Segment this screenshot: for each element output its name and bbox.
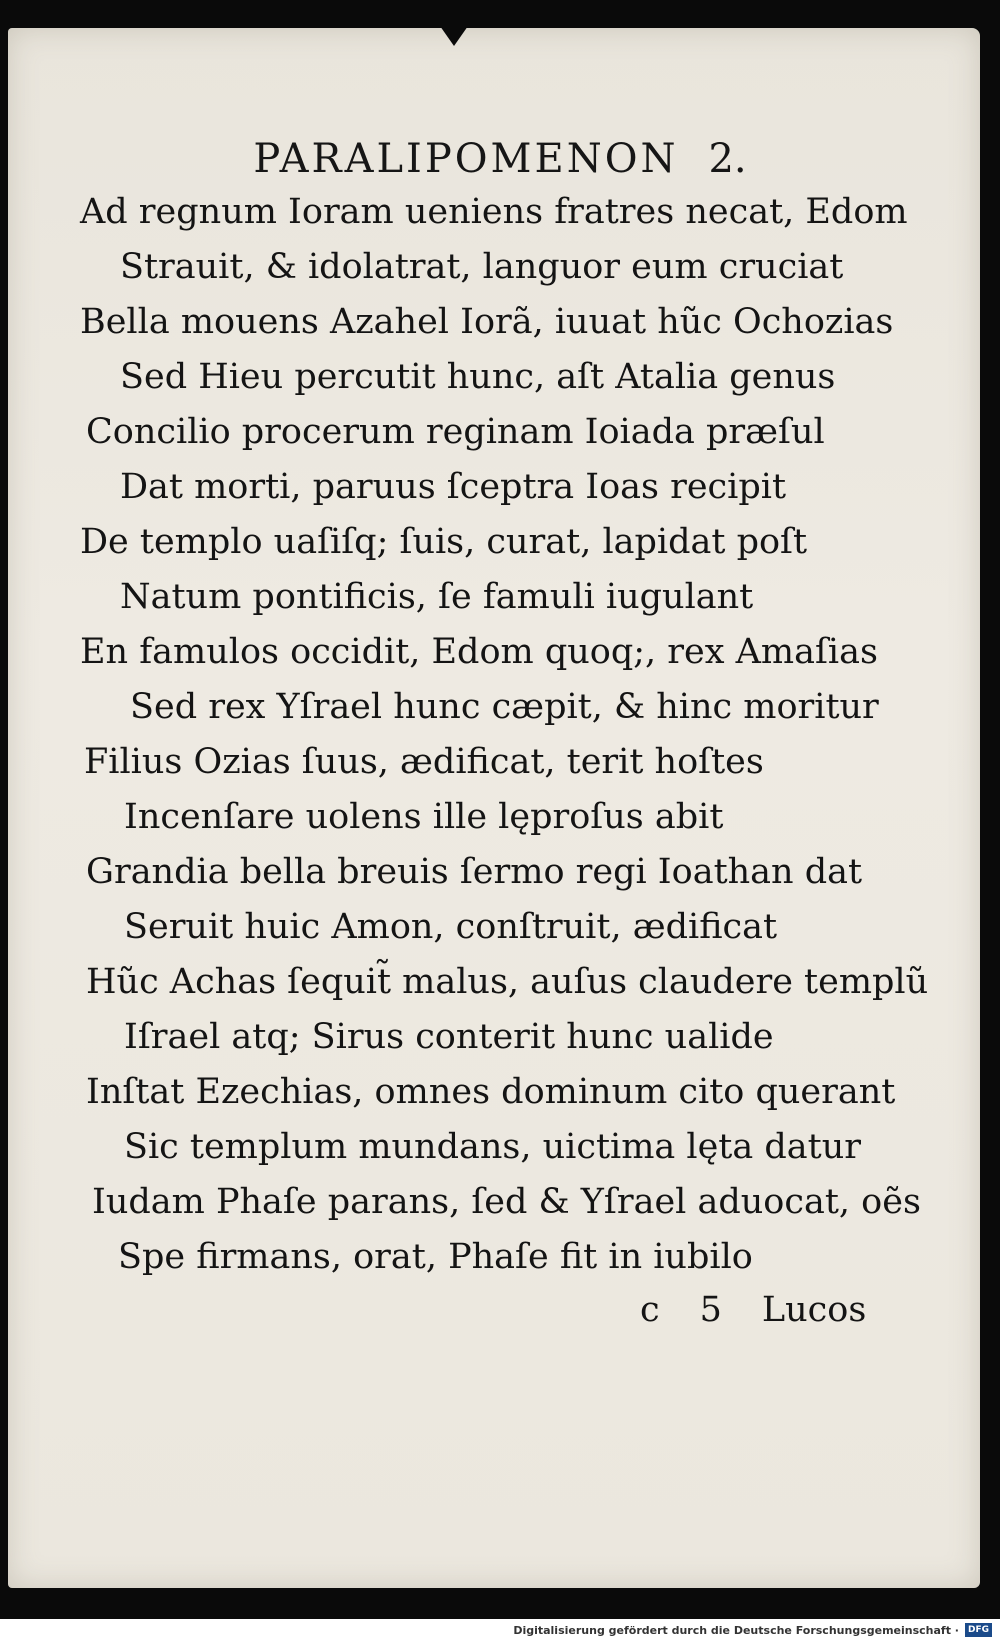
- dfg-logo: DFG: [965, 1623, 992, 1637]
- verse-line: Sed rex Yſrael hunc cæpit, & hinc moritur: [130, 687, 879, 727]
- page-number: 2.: [708, 136, 747, 182]
- verse-line: Hũc Achas ſequit̃ malus, auſus claudere templũ: [86, 962, 929, 1002]
- verse-line: De templo uaſiſq; ſuis, curat, lapidat poſt: [80, 522, 808, 562]
- verse-line: Iſrael atq; Sirus conterit hunc ualide: [124, 1017, 774, 1057]
- verse-line: Bella mouens Azahel Iorã, iuuat hũc Ochozias: [80, 302, 894, 342]
- running-head: [0, 136, 1000, 182]
- verse-line: Incenſare uolens ille lęproſus abit: [124, 797, 724, 837]
- signature-number: 5: [699, 1290, 722, 1330]
- verse-line: Seruit huic Amon, conſtruit, ædificat: [124, 907, 778, 947]
- verse-line: Sed Hieu percutit hunc, aſt Atalia genus: [120, 357, 836, 397]
- verse-line: Filius Ozias ſuus, ædificat, terit hoſtes: [84, 742, 764, 782]
- running-head-title: PARALIPOMENON: [253, 136, 679, 182]
- verse-line: En famulos occidit, Edom quoq;, rex Amaſias: [80, 632, 878, 672]
- verse-line: Natum pontificis, ſe famuli iugulant: [120, 577, 754, 617]
- verse-line: Inſtat Ezechias, omnes dominum cito querant: [86, 1072, 896, 1112]
- page-tear: [440, 26, 468, 46]
- verse-line: Concilio procerum reginam Ioiada præſul: [86, 412, 825, 452]
- verse-line: Iudam Phaſe parans, ſed & Yſrael aduocat, oẽs: [92, 1182, 921, 1222]
- verse-line: Sic templum mundans, uictima lęta datur: [124, 1127, 861, 1167]
- verse-line: Ad regnum Ioram ueniens fratres necat, Edom: [80, 192, 908, 232]
- funding-credit: Digitalisierung gefördert durch die Deutsche Forschungsgemeinschaft ·: [513, 1623, 959, 1637]
- verse-line: Spe firmans, orat, Phaſe fit in iubilo: [118, 1237, 753, 1277]
- catchword: Lucos: [761, 1290, 867, 1330]
- signature-line: [640, 1290, 906, 1330]
- verse-line: Strauit, & idolatrat, languor eum cruciat: [120, 247, 844, 287]
- footer-bar: [0, 1619, 1000, 1641]
- signature-mark: c: [640, 1290, 660, 1330]
- verse-line: Grandia bella breuis ſermo regi Ioathan dat: [86, 852, 863, 892]
- verse-line: Dat morti, paruus ſceptra Ioas recipit: [120, 467, 787, 507]
